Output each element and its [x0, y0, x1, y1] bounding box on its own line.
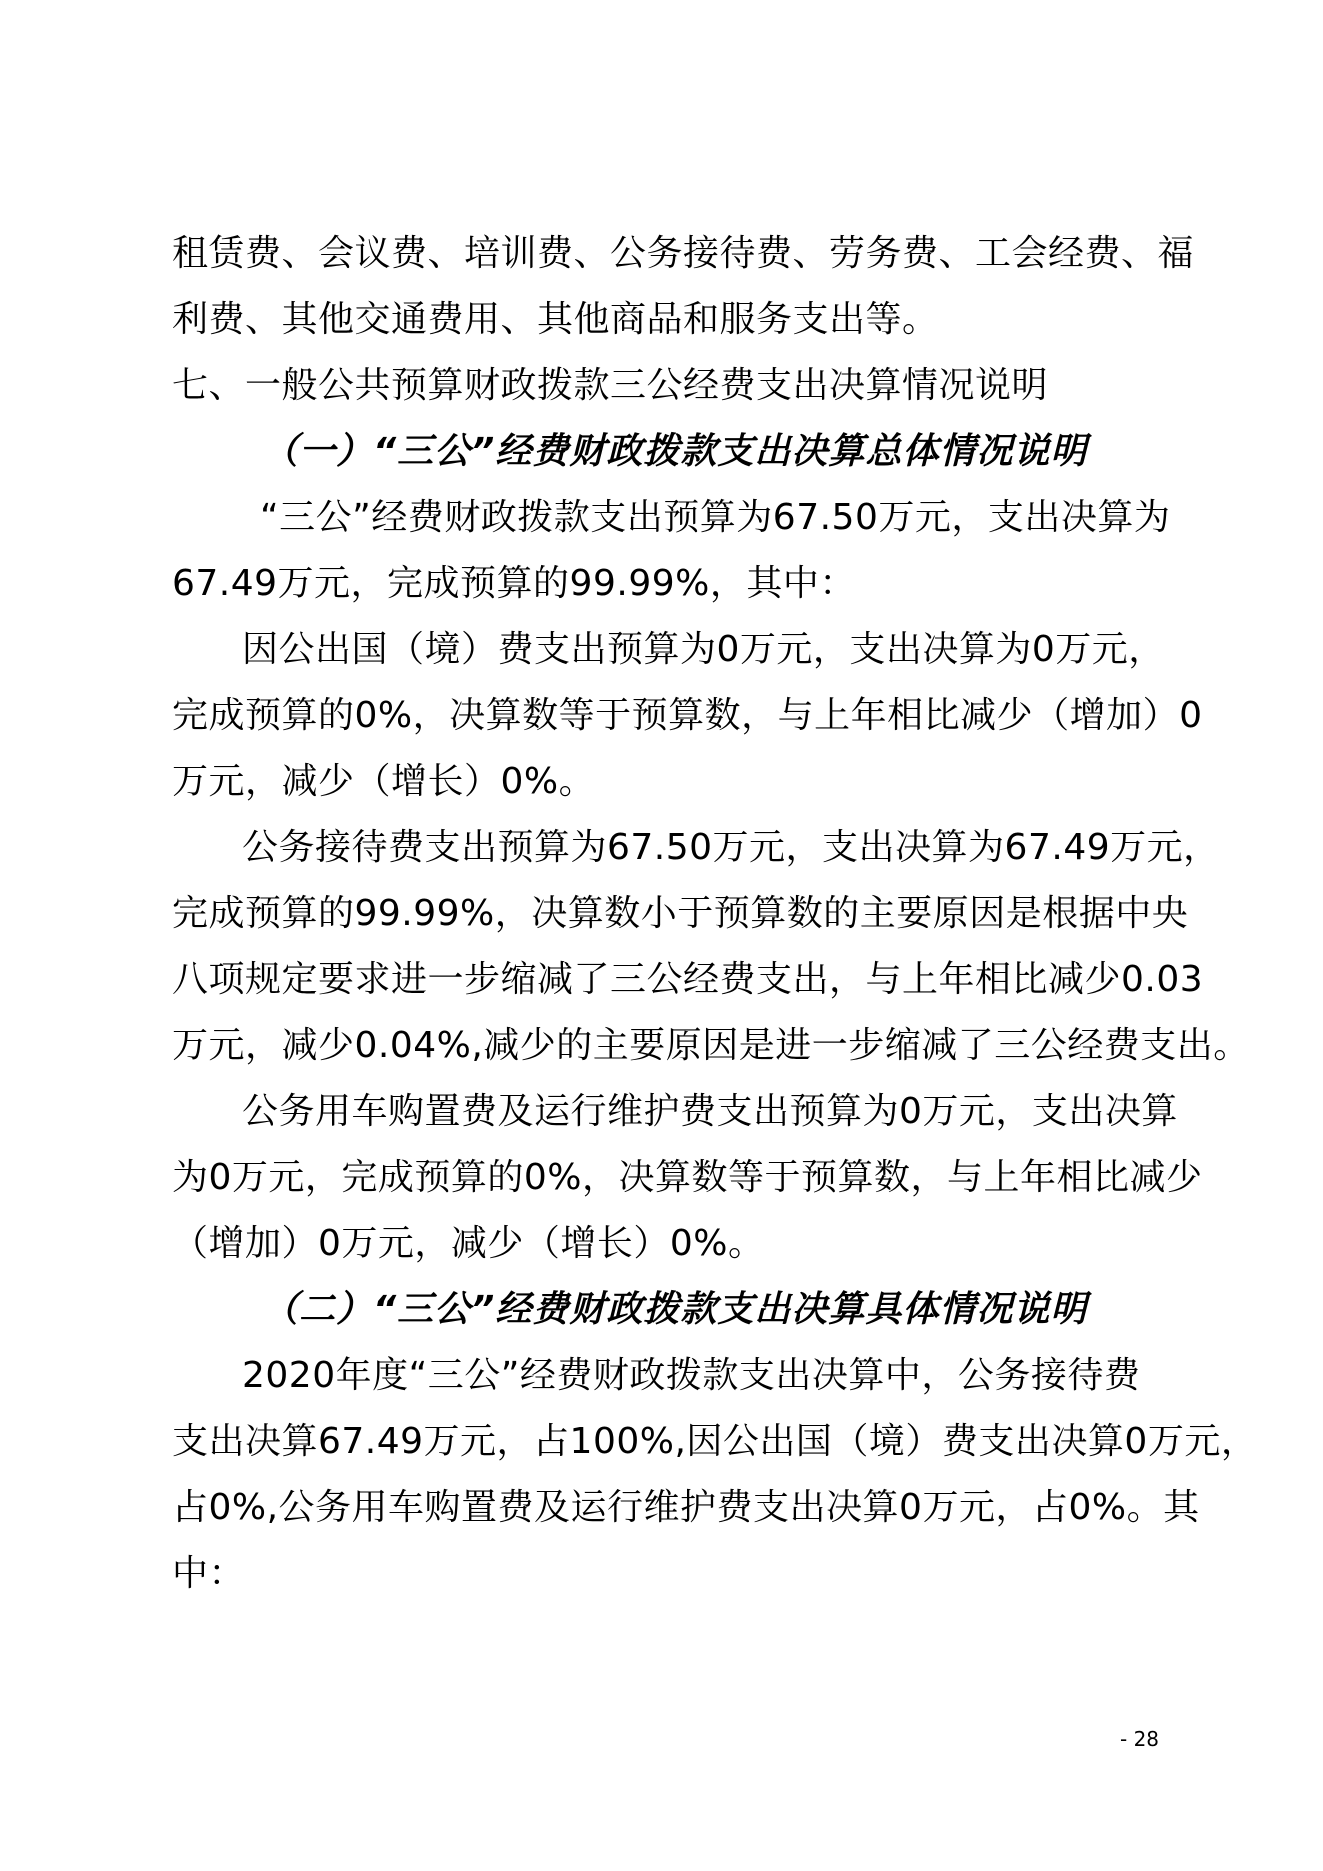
body-text-line: 完成预算的0%，决算数等于预算数，与上年相比减少（增加）0 [172, 695, 1203, 736]
body-text-line: 万元，减少（增长）0%。 [172, 761, 596, 802]
page-number: - 28 [1120, 1727, 1160, 1751]
subsection-heading-1: （一）“三公”经费财政拨款支出决算总体情况说明 [262, 431, 1088, 472]
body-text-line: 八项规定要求进一步缩减了三公经费支出，与上年相比减少0.03 [172, 959, 1204, 1000]
body-text-line: 支出决算67.49万元，占100%,因公出国（境）费支出决算0万元， [172, 1421, 1258, 1462]
body-text-line: （增加）0万元，减少（增长）0%。 [172, 1223, 765, 1264]
section-title: 七、一般公共预算财政拨款三公经费支出决算情况说明 [172, 365, 1049, 406]
body-text-line: “三公”经费财政拨款支出预算为67.50万元，支出决算为 [260, 497, 1171, 538]
body-text-line: 2020年度“三公”经费财政拨款支出决算中，公务接待费 [242, 1355, 1141, 1396]
body-text-line: 完成预算的99.99%，决算数小于预算数的主要原因是根据中央 [172, 893, 1189, 934]
body-text-line: 67.49万元，完成预算的99.99%，其中： [172, 563, 856, 604]
subsection-heading-2: （二）“三公”经费财政拨款支出决算具体情况说明 [262, 1289, 1088, 1330]
body-text-line: 公务接待费支出预算为67.50万元，支出决算为67.49万元， [242, 827, 1220, 868]
body-text-line: 因公出国（境）费支出预算为0万元，支出决算为0万元， [242, 629, 1165, 670]
body-text-line: 占0%,公务用车购置费及运行维护费支出决算0万元，占0%。其 [172, 1487, 1200, 1528]
body-text-line: 利费、其他交通费用、其他商品和服务支出等。 [172, 299, 939, 340]
body-text-line: 公务用车购置费及运行维护费支出预算为0万元，支出决算 [242, 1091, 1178, 1132]
body-text-line: 为0万元，完成预算的0%，决算数等于预算数，与上年相比减少 [172, 1157, 1203, 1198]
body-text-line: 万元，减少0.04%,减少的主要原因是进一步缩减了三公经费支出。 [172, 1025, 1250, 1066]
body-text-line: 中： [172, 1553, 246, 1594]
body-text-line: 租赁费、会议费、培训费、公务接待费、劳务费、工会经费、福 [172, 233, 1195, 274]
